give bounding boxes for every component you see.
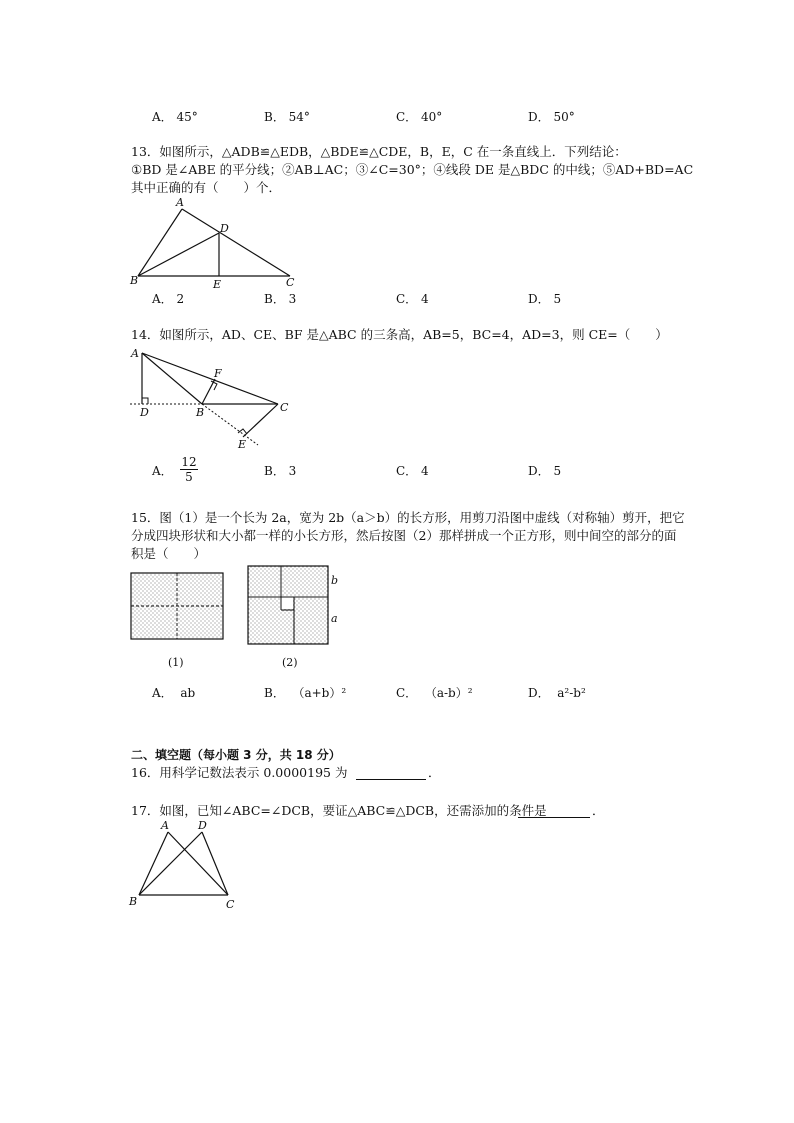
- q14-option-d[interactable]: D． 5: [528, 464, 562, 478]
- label-b: b: [331, 574, 339, 587]
- label-d: D: [198, 819, 207, 832]
- q17-text: 17．如图，已知∠ABC=∠DCB，要证△ABC≌△DCB，还需添加的条件是: [131, 803, 547, 818]
- label-e: E: [238, 438, 247, 451]
- q15-option-d[interactable]: D． a²-b²: [528, 686, 586, 700]
- label-b: B: [129, 895, 138, 908]
- label-a: A: [131, 347, 139, 360]
- option-letter: C．: [396, 110, 418, 124]
- q15-option-c[interactable]: C． （a-b）²: [396, 686, 473, 700]
- q13-option-b[interactable]: B． 3: [264, 292, 297, 306]
- segment-ab: [139, 832, 168, 895]
- q15-option-b[interactable]: B． （a+b）²: [264, 686, 347, 700]
- label-c: C: [280, 401, 289, 414]
- option-letter: A．: [152, 110, 173, 124]
- q15-line-1: 15．图（1）是一个长为 2a，宽为 2b（a＞b）的长方形，用剪刀沿图中虚线（对称轴）剪开，把它: [131, 510, 685, 525]
- label-a: A: [176, 196, 184, 209]
- section-2-heading: 二、填空题（每小题 3 分，共 18 分）: [131, 748, 341, 762]
- label-b: B: [130, 274, 139, 287]
- q13-line-3: 其中正确的有（ ）个．: [131, 180, 282, 195]
- q13-option-a[interactable]: A． 2: [152, 292, 185, 306]
- q15-option-a[interactable]: A． ab: [152, 686, 196, 700]
- q14-option-a-fraction: $\frac{12}{5}$: [181, 455, 197, 484]
- q15-line-3: 积是（ ）: [131, 546, 207, 561]
- label-e: E: [213, 278, 222, 291]
- option-value: 45°: [176, 110, 198, 124]
- q14-option-c[interactable]: C． 4: [396, 464, 429, 478]
- label-c: C: [286, 276, 295, 289]
- q13-option-c[interactable]: C． 4: [396, 292, 429, 306]
- figure-2-caption: (2): [282, 656, 298, 669]
- q16-end: ．: [428, 765, 441, 780]
- option-value: 54°: [288, 110, 310, 124]
- label-a: a: [331, 612, 338, 625]
- option-letter: D．: [528, 110, 550, 124]
- label-d: D: [140, 406, 149, 419]
- q13-line-1: 13．如图所示，△ADB≌△EDB，△BDE≌△CDE，B，E，C 在一条直线上．下列结论：: [131, 144, 627, 159]
- label-b: B: [196, 406, 205, 419]
- q14-line-1: 14．如图所示，AD、CE、BF 是△ABC 的三条高，AB=5，BC=4，AD=3，则 CE=（ ）: [131, 327, 668, 342]
- q14-option-b[interactable]: B． 3: [264, 464, 297, 478]
- segment-ac: [168, 832, 228, 895]
- segment-db: [139, 832, 202, 895]
- q13-line-2: ①BD 是∠ABE 的平分线；②AB⊥AC；③∠C=30°；④线段 DE 是△BDC 的中线；⑤AD+BD=AC: [131, 162, 694, 177]
- option-value: 40°: [421, 110, 443, 124]
- segment-dc: [202, 832, 228, 895]
- label-c: C: [226, 898, 235, 911]
- q14-option-a[interactable]: A．: [152, 464, 173, 478]
- q17-end: ．: [592, 803, 605, 818]
- option-value: 50°: [553, 110, 575, 124]
- figure-1-caption: (1): [168, 656, 184, 669]
- label-a: A: [161, 819, 169, 832]
- q15-line-2: 分成四块形状和大小都一样的小长方形，然后按图（2）那样拼成一个正方形，则中间空的部分的面: [131, 528, 677, 543]
- q16-text: 16．用科学记数法表示 0.0000195 为: [131, 765, 348, 780]
- label-f: F: [214, 367, 222, 380]
- label-d: D: [220, 222, 229, 235]
- q13-option-d[interactable]: D． 5: [528, 292, 562, 306]
- option-letter: B．: [264, 110, 285, 124]
